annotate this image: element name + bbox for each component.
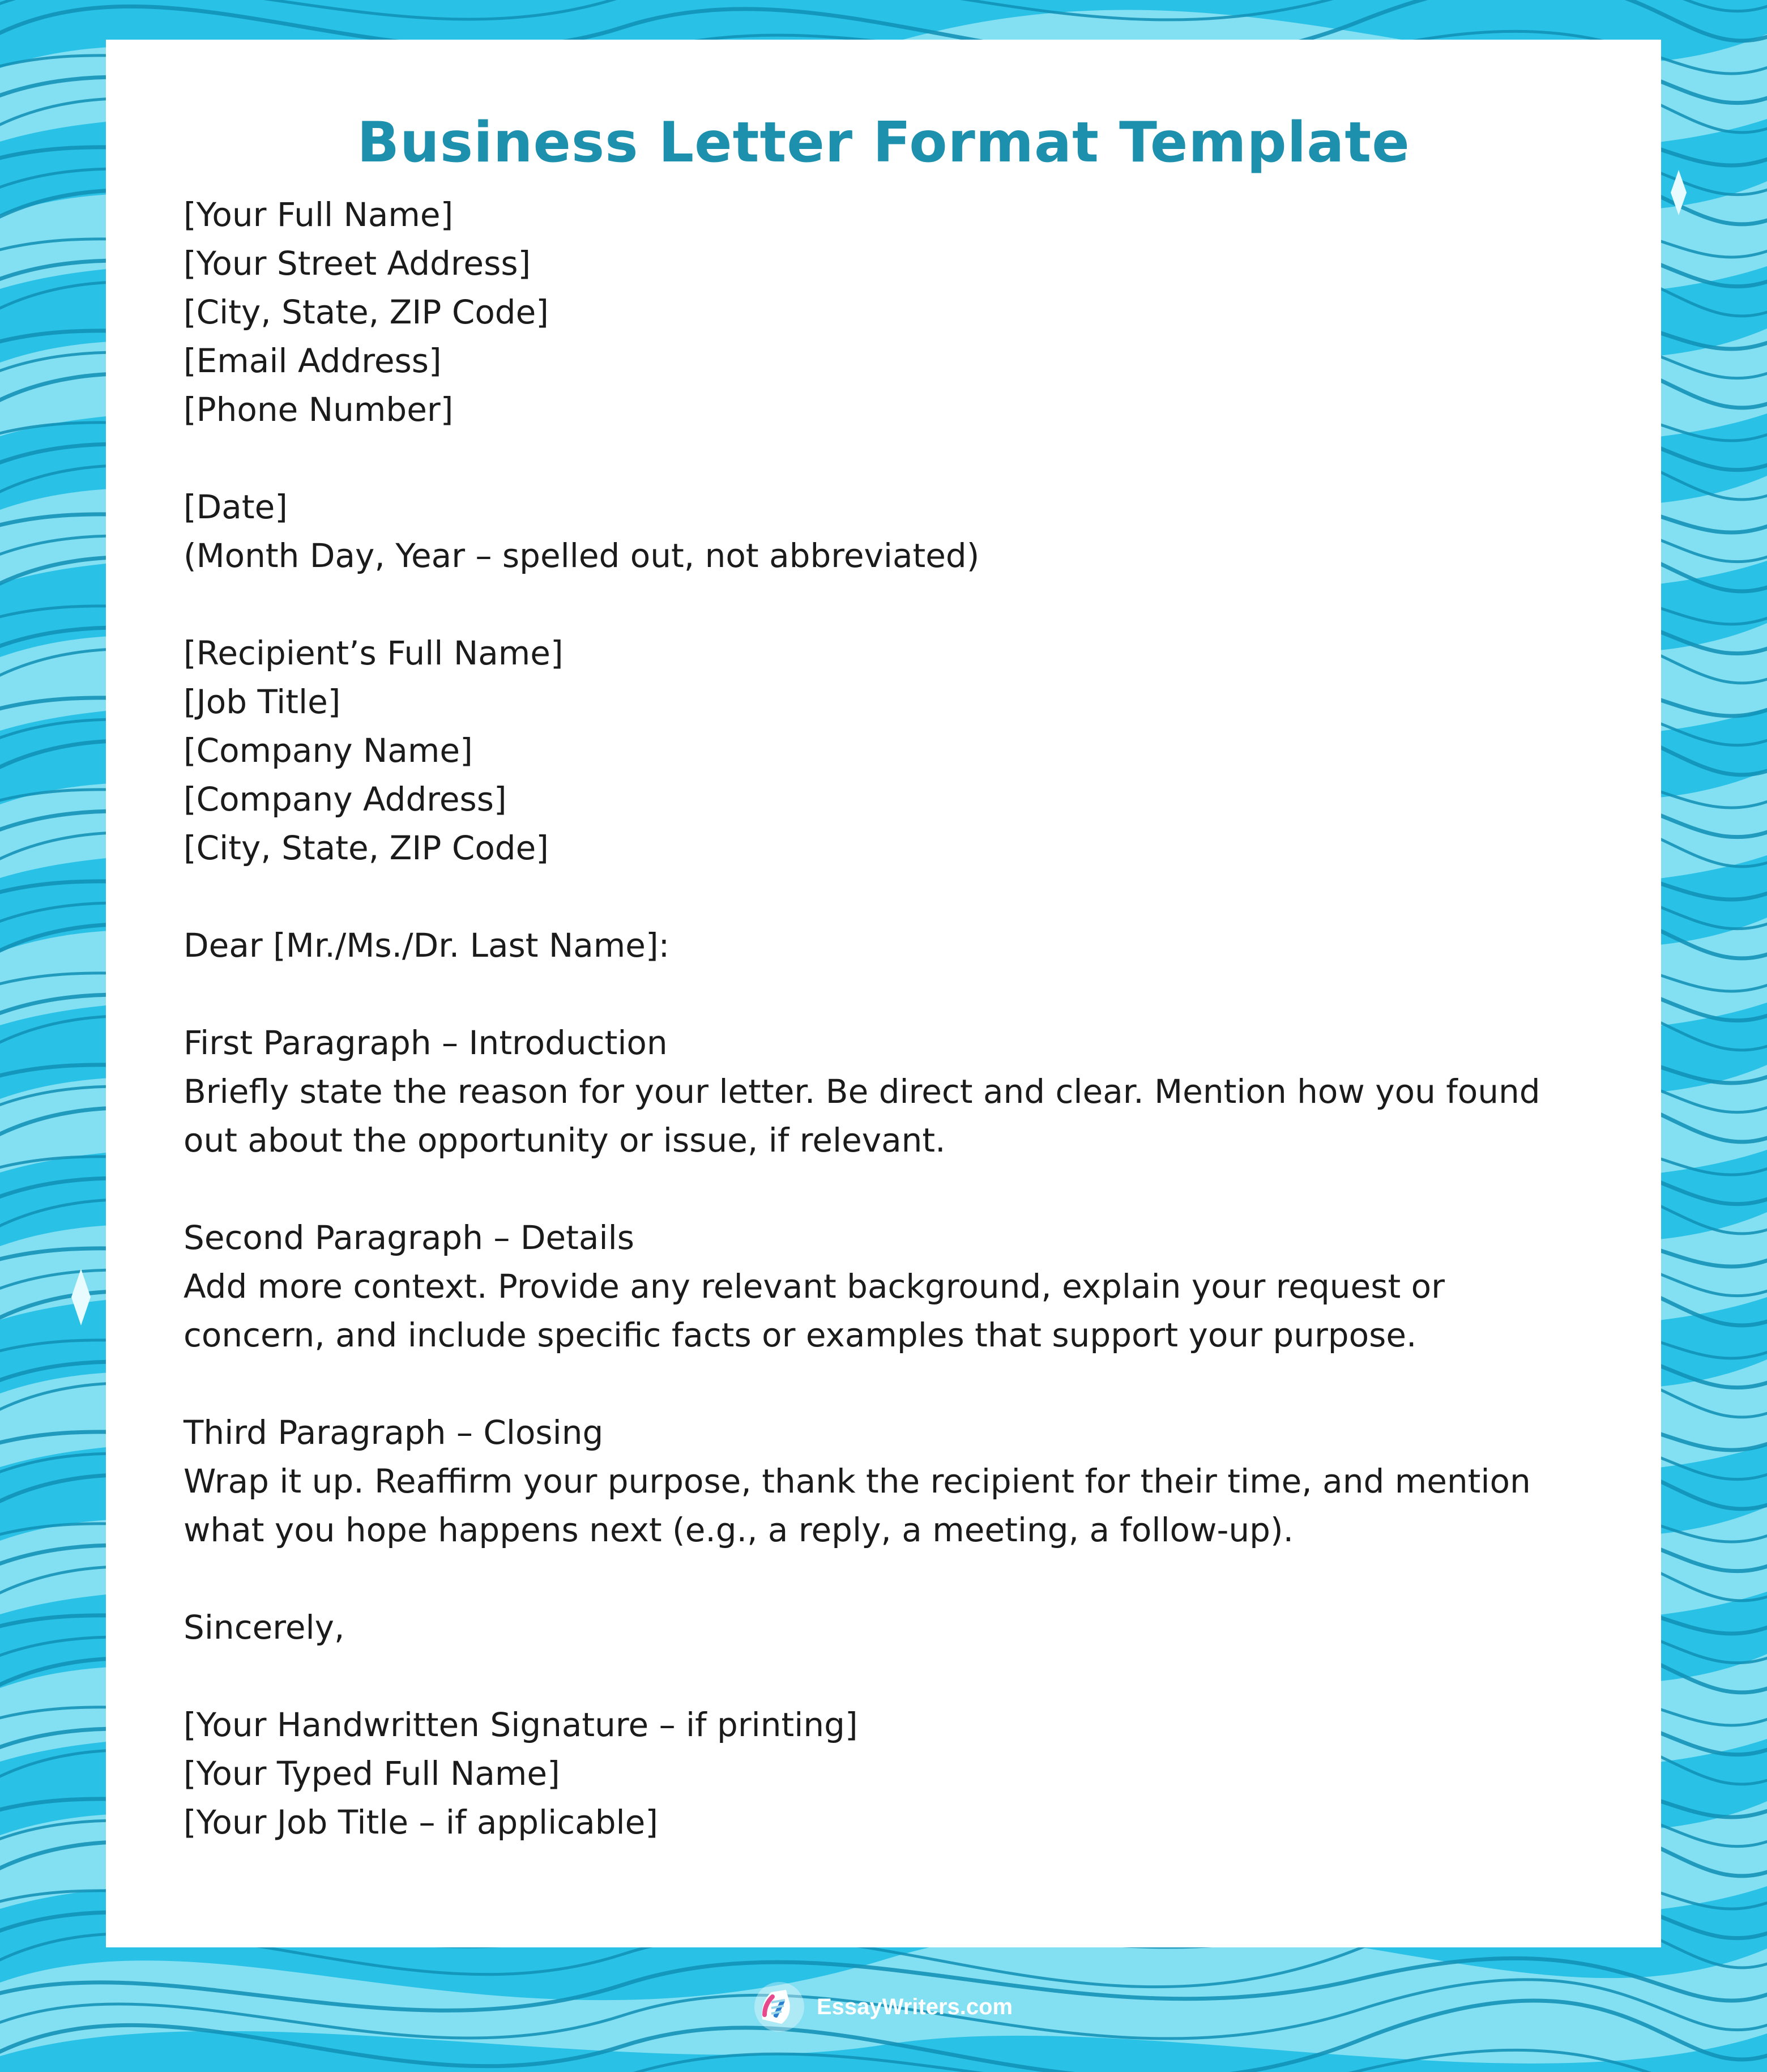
recipient-job-title: [Job Title]: [183, 683, 341, 721]
recipient-block: [183, 629, 1588, 872]
footer-brand: [752, 1976, 1013, 2038]
paragraph-second: [183, 1213, 1588, 1359]
paragraph-text: Wrap it up. Reaffirm your purpose, thank the recipient for their time, and mention what you hope happens next (e.g., a reply, a meeting, a follow-up).: [183, 1462, 1531, 1549]
recipient-city: [City, State, ZIP Code]: [183, 829, 549, 867]
sender-city: [City, State, ZIP Code]: [183, 293, 549, 331]
sender-street: [Your Street Address]: [183, 244, 531, 283]
signature-typed-name: [Your Typed Full Name]: [183, 1754, 560, 1793]
signature-job-title: [Your Job Title – if applicable]: [183, 1803, 658, 1841]
paragraph-first: [183, 1018, 1588, 1165]
letter-body: [183, 190, 1588, 1847]
date-label: [Date]: [183, 488, 288, 526]
salutation: Dear [Mr./Ms./Dr. Last Name]:: [183, 926, 670, 965]
letter-sheet: [106, 40, 1661, 1947]
paragraph-heading: First Paragraph – Introduction: [183, 1024, 668, 1062]
signature-handwritten: [Your Handwritten Signature – if printing]: [183, 1706, 858, 1744]
recipient-company-address: [Company Address]: [183, 780, 507, 818]
recipient-full-name: [Recipient’s Full Name]: [183, 634, 564, 672]
paragraph-text: Add more context. Provide any relevant background, explain your request or concern, and include specific facts or examples that support your purpose.: [183, 1267, 1445, 1354]
paragraph-text: Briefly state the reason for your letter. Be direct and clear. Mention how you found out about the opportunity or issue, if relevant.: [183, 1072, 1540, 1159]
sender-block: [183, 190, 1588, 434]
essaywriters-logo-icon: [752, 1980, 806, 2034]
paragraph-heading: Third Paragraph – Closing: [183, 1413, 604, 1452]
recipient-company: [Company Name]: [183, 731, 473, 770]
sender-phone: [Phone Number]: [183, 390, 454, 429]
paragraph-heading: Second Paragraph – Details: [183, 1218, 634, 1257]
page-title: Business Letter Format Template: [357, 110, 1410, 175]
sender-full-name: [Your Full Name]: [183, 195, 454, 234]
footer-brand-text: EssayWriters.com: [817, 1994, 1013, 2019]
closing: Sincerely,: [183, 1608, 345, 1647]
date-block: [183, 483, 1588, 580]
date-hint: (Month Day, Year – spelled out, not abbreviated): [183, 536, 980, 575]
paragraph-third: [183, 1408, 1588, 1554]
signature-block: [183, 1700, 1588, 1847]
sender-email: [Email Address]: [183, 342, 442, 380]
